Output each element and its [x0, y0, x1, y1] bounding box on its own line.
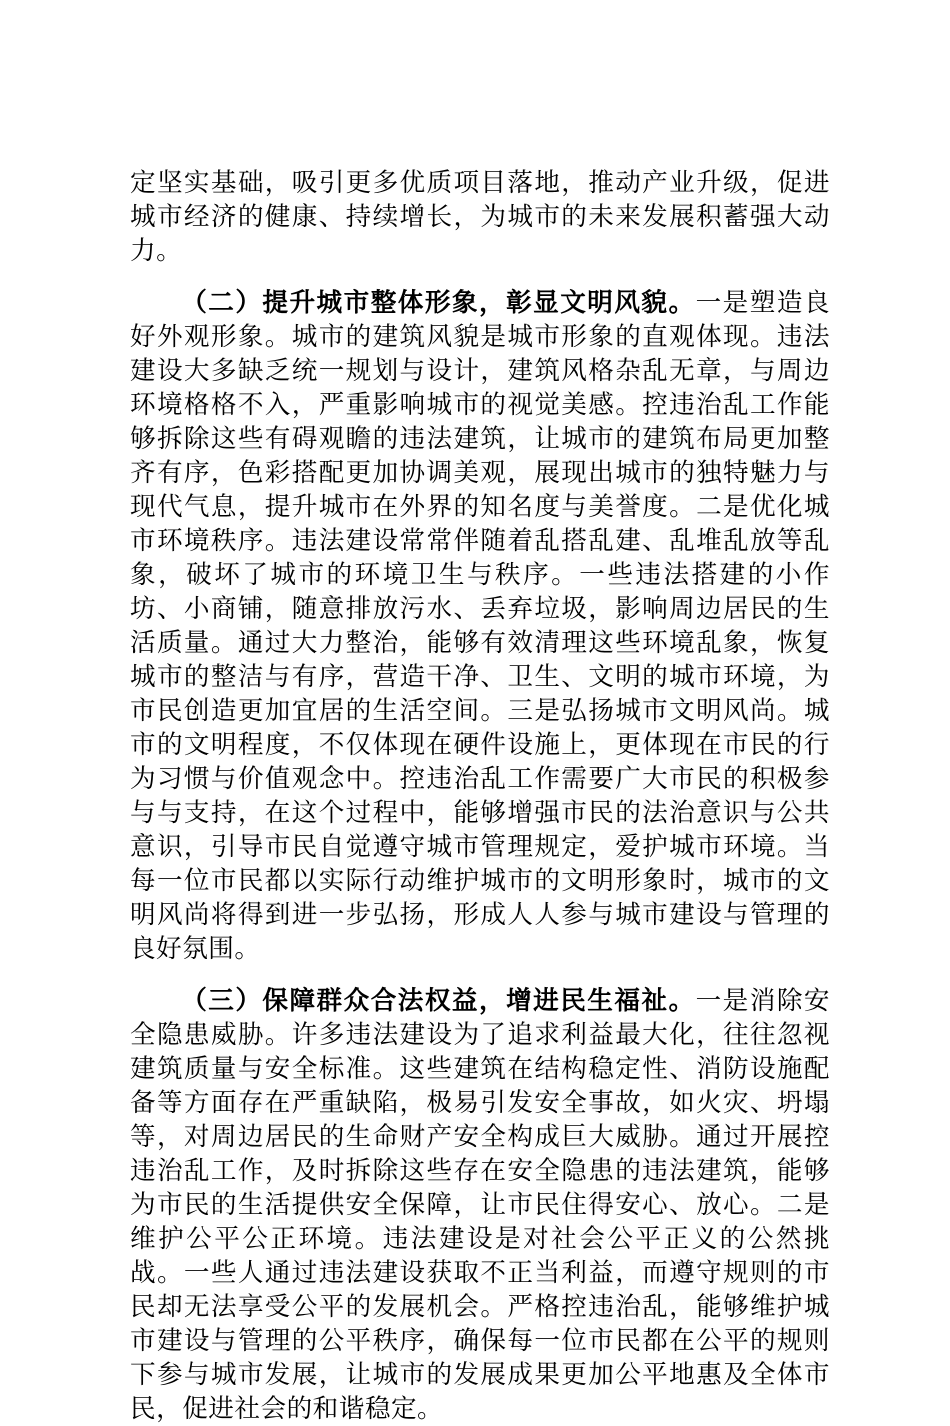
- paragraph-section-2: [130, 286, 830, 966]
- paragraph-body: 定坚实基础，吸引更多优质项目落地，推动产业升级，促进城市经济的健康、持续增长，为城市的未来发展积蓄强大动力。: [130, 168, 830, 266]
- paragraph-body: 一是消除安全隐患威胁。许多违法建设为了追求利益最大化，往往忽视建筑质量与安全标准。这些建筑在结构稳定性、消防设施配备等方面存在严重缺陷，极易引发安全事故，如火灾、坍塌等，对周边居民的生命财产安全构成巨大威胁。通过开展控违治乱工作，及时拆除这些存在安全隐患的违法建筑，能够为市民的生活提供安全保障，让市民住得安心、放心。二是维护公平公正环境。违法建设是对社会公平正义的公然挑战。一些人通过违法建设获取不正当利益，而遵守规则的市民却无法享受公平的发展机会。严格控违治乱，能够维护城市建设与管理的公平秩序，确保每一位市民都在公平的规则下参与城市发展，让城市的发展成果更加公平地惠及全体市民，促进社会的和谐稳定。: [130, 986, 830, 1424]
- paragraph-section-3: [130, 984, 830, 1426]
- section-heading: （二）提升城市整体形象，彰显文明风貌。: [181, 288, 696, 318]
- section-heading: （三）保障群众合法权益，增进民生福祉。: [181, 986, 696, 1016]
- document-page: [130, 166, 830, 1426]
- paragraph-continuation: [130, 166, 830, 268]
- paragraph-body: 一是塑造良好外观形象。城市的建筑风貌是城市形象的直观体现。违法建设大多缺乏统一规划与设计，建筑风格杂乱无章，与周边环境格格不入，严重影响城市的视觉美感。控违治乱工作能够拆除这些有碍观瞻的违法建筑，让城市的建筑布局更加整齐有序，色彩搭配更加协调美观，展现出城市的独特魅力与现代气息，提升城市在外界的知名度与美誉度。二是优化城市环境秩序。违法建设常常伴随着乱搭乱建、乱堆乱放等乱象，破坏了城市的环境卫生与秩序。一些违法搭建的小作坊、小商铺，随意排放污水、丢弃垃圾，影响周边居民的生活质量。通过大力整治，能够有效清理这些环境乱象，恢复城市的整洁与有序，营造干净、卫生、文明的城市环境，为市民创造更加宜居的生活空间。三是弘扬城市文明风尚。城市的文明程度，不仅体现在硬件设施上，更体现在市民的行为习惯与价值观念中。控违治乱工作需要广大市民的积极参与与支持，在这个过程中，能够增强市民的法治意识与公共意识，引导市民自觉遵守城市管理规定，爱护城市环境。当每一位市民都以实际行动维护城市的文明形象时，城市的文明风尚将得到进一步弘扬，形成人人参与城市建设与管理的良好氛围。: [130, 288, 830, 964]
